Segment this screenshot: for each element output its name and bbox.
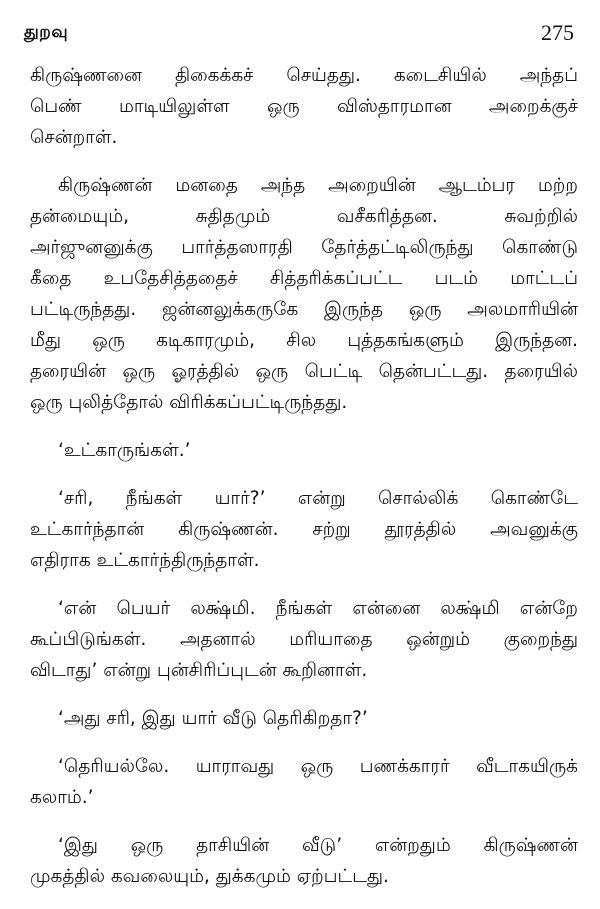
paragraph	[30, 593, 578, 686]
text-line: ‘தெரியல்லே. யாராவது ஒரு பணக்காரர் வீடாகயிருக்	[58, 756, 578, 777]
text-line: விடாது’ என்று புன்சிரிப்புடன் கூறினாள்.	[30, 660, 368, 681]
text-line: சென்றாள்.	[30, 127, 118, 148]
text-line: மீது ஒரு கடிகாரமும், சில புத்தகங்களும் இருந்தன.	[30, 330, 578, 351]
text-line: எதிராக உட்கார்ந்திருந்தாள்.	[30, 550, 260, 571]
text-line: தரையின் ஒரு ஓரத்தில் ஒரு பெட்டி தென்பட்டது. தரையில்	[30, 361, 578, 382]
text-line: பட்டிருந்தது. ஜன்னலுக்கருகே இருந்த ஒரு அலமாரியின்	[30, 299, 578, 320]
text-line: உட்கார்ந்தான் கிருஷ்ணன். சற்று தூரத்தில் அவனுக்கு	[30, 519, 578, 540]
paragraph	[30, 60, 578, 153]
text-line: ‘இது ஒரு தாசியின் வீடு’ என்றதும் கிருஷ்ணன்	[58, 835, 578, 856]
page-number: 275	[541, 20, 574, 45]
text-line: தன்மையும், சுதிதமும் வசீகரித்தன. சுவற்றில்	[30, 206, 578, 227]
text-line: ‘என் பெயர் லக்ஷ்மி. நீங்கள் என்னை லக்ஷ்மி என்றே	[58, 598, 578, 619]
text-line: முகத்தில் கவலையும், துக்கமும் ஏற்பட்டது.	[30, 866, 389, 887]
paragraph	[30, 170, 578, 418]
text-line: ‘அது சரி, இது யார் வீடு தெரிகிறதா?’	[58, 708, 368, 729]
text-line: அர்ஜுனனுக்கு பார்த்தஸாரதி தேர்த்தட்டிலிருந்து கொண்டு	[30, 237, 578, 258]
paragraph	[30, 830, 578, 892]
text-line: கிருஷ்ணனை திகைக்கச் செய்தது. கடைசியில் அந்தப்	[30, 65, 578, 86]
text-line: ‘சரி, நீங்கள் யார்?’ என்று சொல்லிக் கொண்டே	[58, 488, 578, 509]
text-line: கீதை உபதேசித்ததைச் சித்தரிக்கப்பட்ட படம் மாட்டப்	[30, 268, 578, 289]
body-text	[30, 60, 578, 909]
paragraph	[30, 703, 578, 734]
text-line: கலாம்.’	[30, 787, 94, 808]
paragraph	[30, 483, 578, 576]
running-head: துறவு	[24, 22, 69, 42]
text-line: ஒரு புலித்தோல் விரிக்கப்பட்டிருந்தது.	[30, 392, 348, 413]
text-line: கிருஷ்ணன் மனதை அந்த அறையின் ஆடம்பர மற்ற	[58, 175, 578, 196]
paragraph	[30, 751, 578, 813]
text-line: ‘உட்காருங்கள்.’	[58, 440, 191, 461]
text-line: கூப்பிடுங்கள். அதனால் மரியாதை ஒன்றும் குறைந்து	[30, 629, 578, 650]
text-line: பெண் மாடியிலுள்ள ஒரு விஸ்தாரமான அறைக்குச்	[30, 96, 578, 117]
paragraph	[30, 435, 578, 466]
